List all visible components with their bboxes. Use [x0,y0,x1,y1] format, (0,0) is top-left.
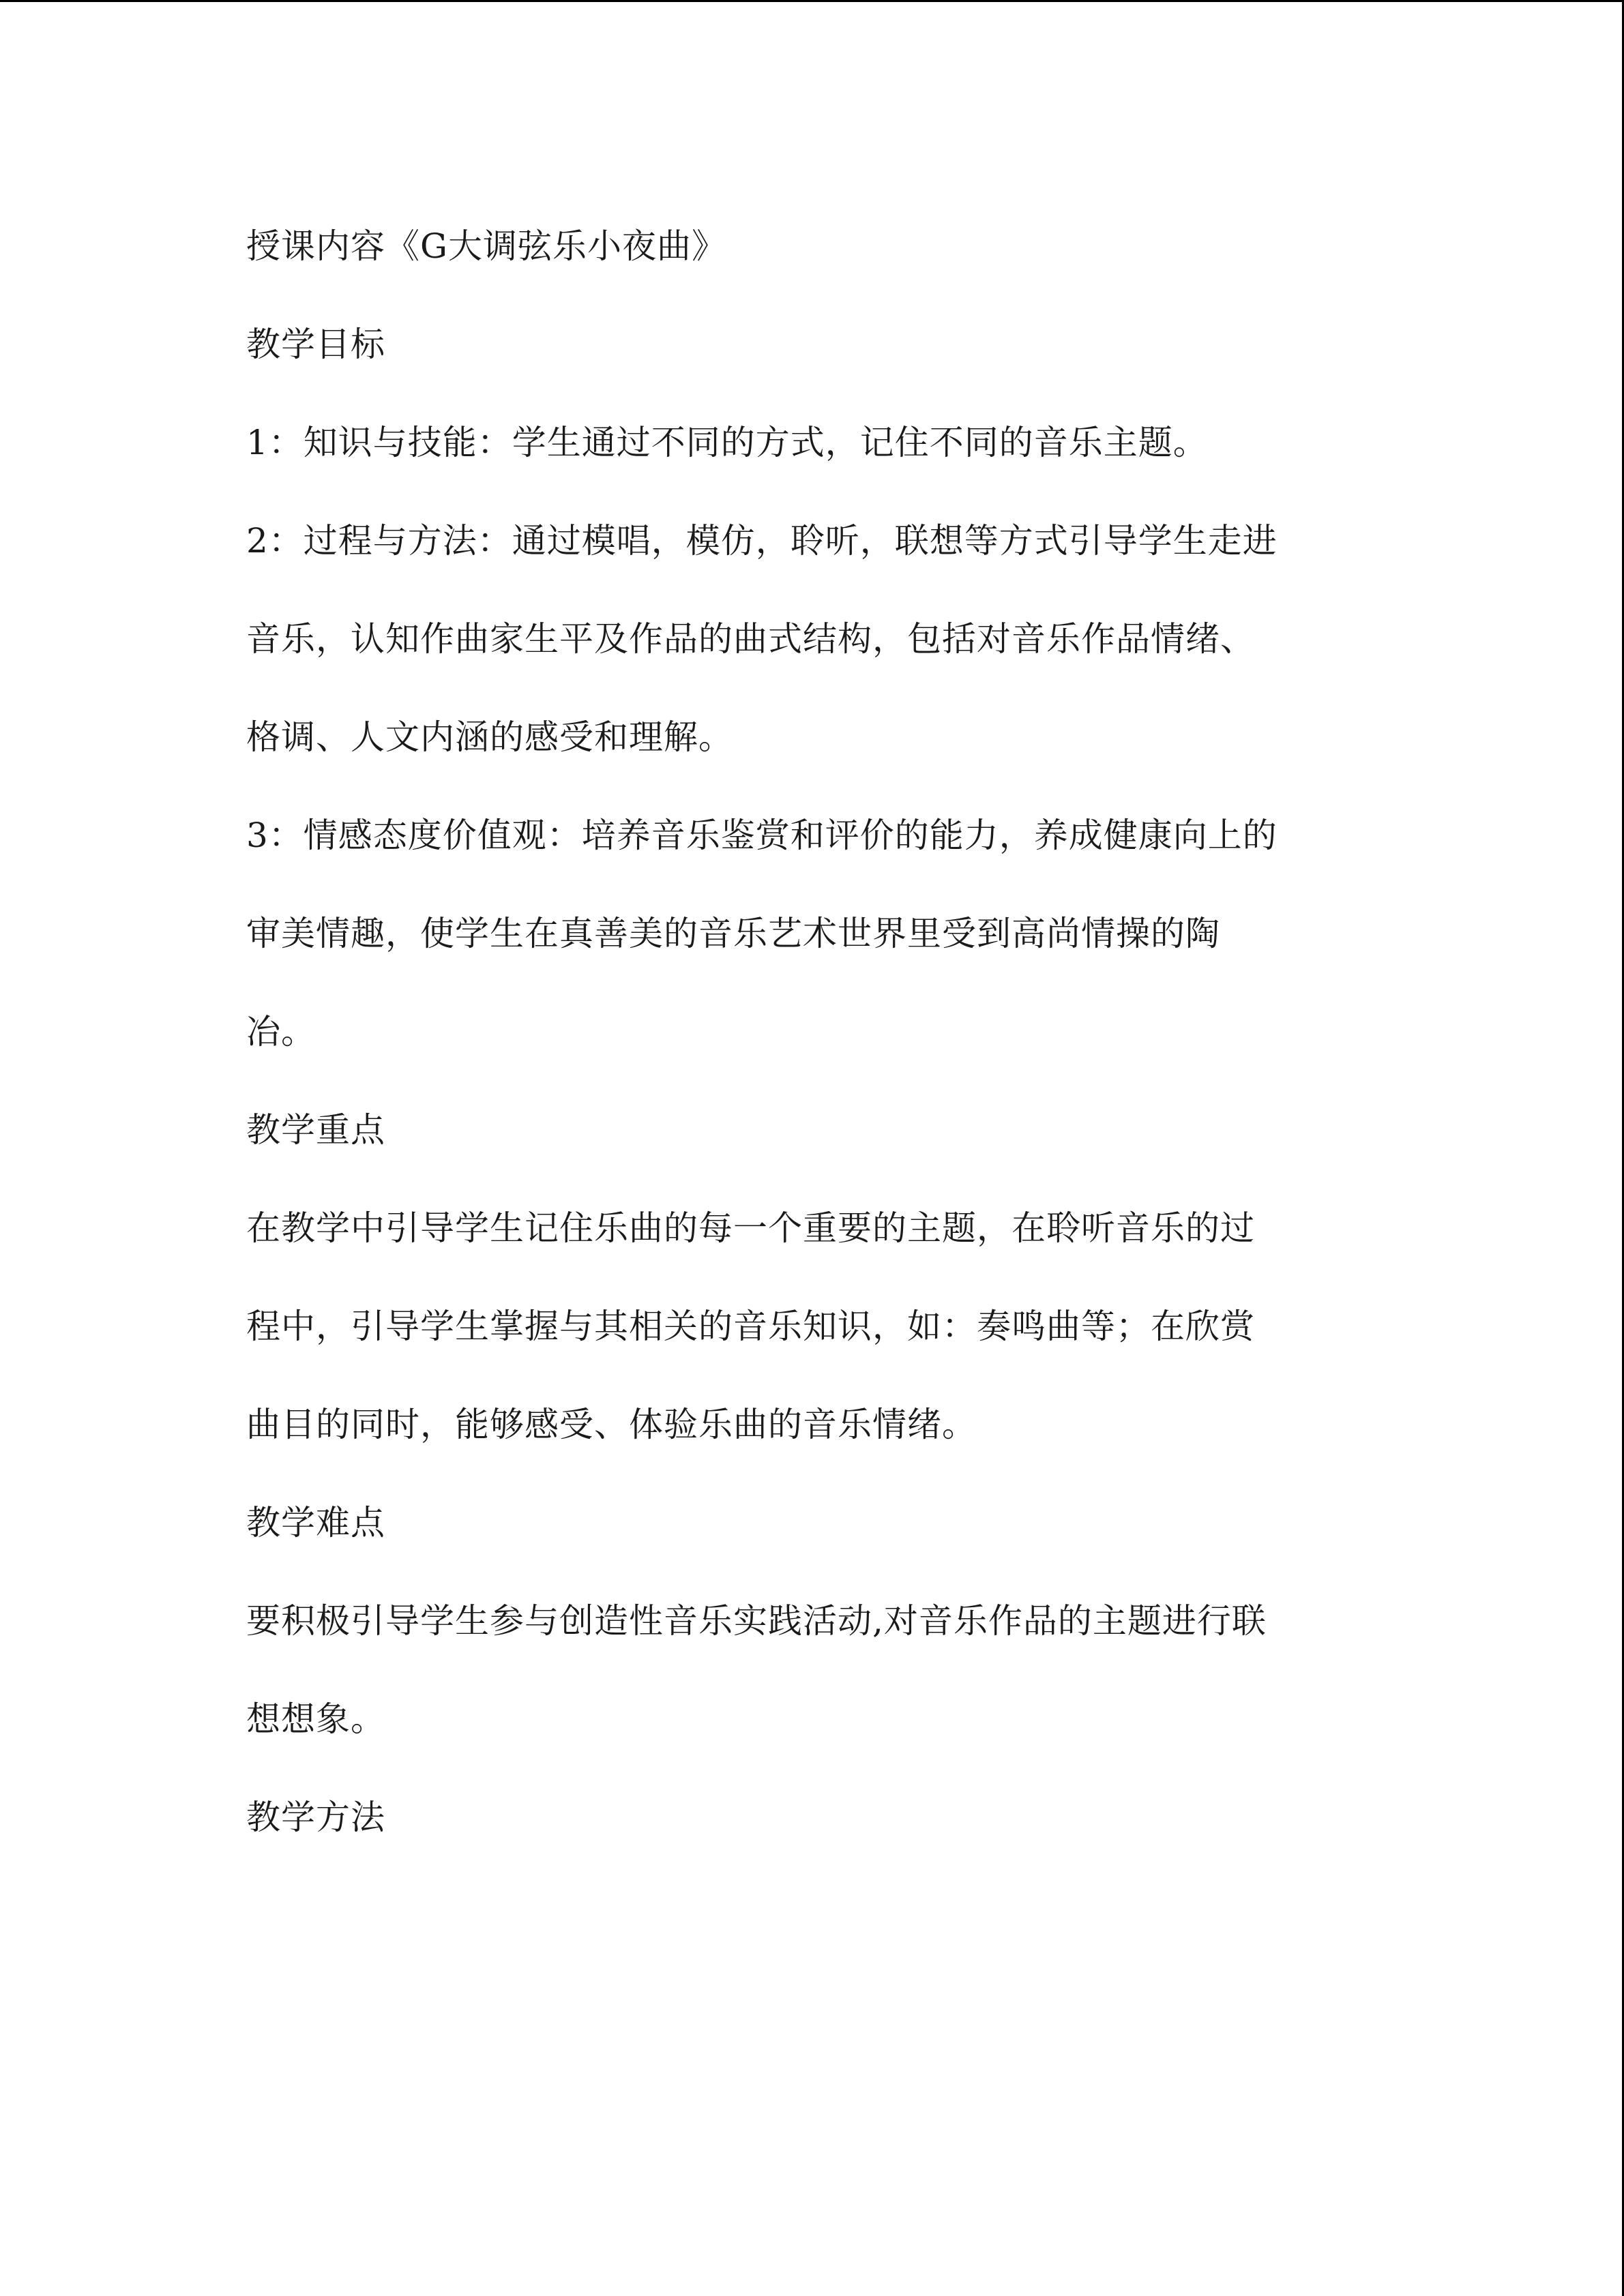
focus-line-2: 程中，引导学生掌握与其相关的音乐知识，如：奏鸣曲等；在欣赏 [246,1307,1255,1346]
heading-teaching-difficulty: 教学难点 [246,1503,385,1542]
course-content-title: 授课内容《G大调弦乐小夜曲》 [246,226,726,266]
difficulty-line-2: 想想象。 [246,1699,385,1739]
objective-3-line-1: 3：情感态度价值观：培养音乐鉴赏和评价的能力，养成健康向上的 [246,816,1278,855]
objective-3-line-2: 审美情趣，使学生在真善美的音乐艺术世界里受到高尚情操的陶 [246,914,1220,953]
objective-3-line-3: 冶。 [246,1012,316,1052]
objective-1-line: 1：知识与技能：学生通过不同的方式，记住不同的音乐主题。 [246,423,1208,462]
objective-2-line-3: 格调、人文内涵的感受和理解。 [246,717,733,757]
heading-teaching-objectives: 教学目标 [246,325,385,364]
focus-line-3: 曲目的同时，能够感受、体验乐曲的音乐情绪。 [246,1405,977,1444]
difficulty-line-1: 要积极引导学生参与创造性音乐实践活动,对音乐作品的主题进行联 [246,1601,1267,1641]
objective-2-line-1: 2：过程与方法：通过模唱，模仿，聆听，联想等方式引导学生走进 [246,521,1278,561]
page-border-top [0,0,1624,2]
objective-2-line-2: 音乐，认知作曲家生平及作品的曲式结构，包括对音乐作品情绪、 [246,619,1255,659]
focus-line-1: 在教学中引导学生记住乐曲的每一个重要的主题，在聆听音乐的过 [246,1208,1255,1248]
heading-teaching-focus: 教学重点 [246,1110,385,1150]
heading-teaching-methods: 教学方法 [246,1798,385,1837]
